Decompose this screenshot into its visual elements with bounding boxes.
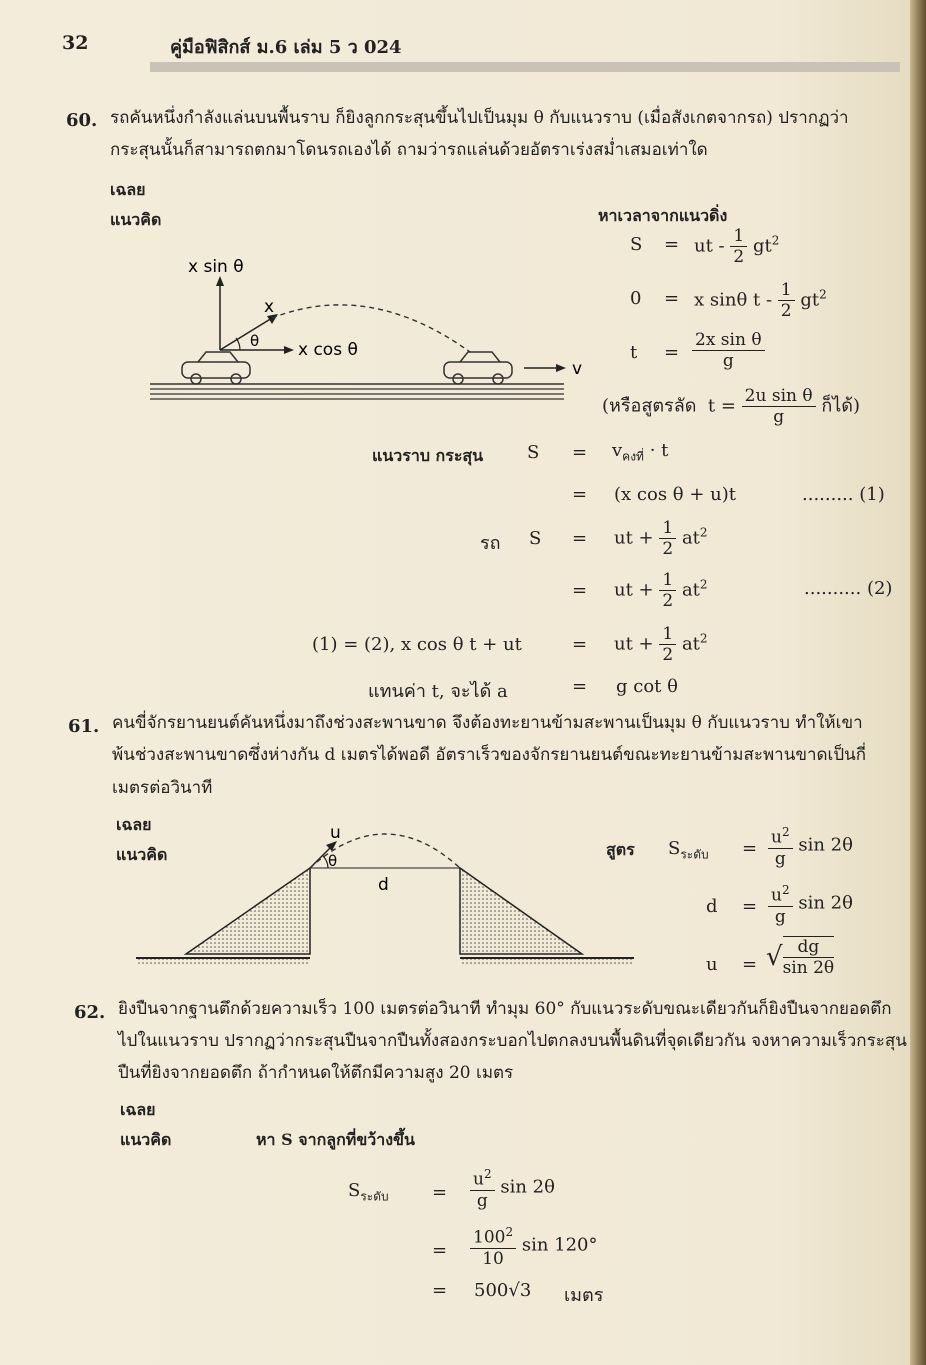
q62-line2: ไปในแนวราบ ปรากฏว่ากระสุนปืนจากปืนทั้งสองกระบอกไปตกลงบนพื้นดินที่จุดเดียวกัน จงหาความเร็วกระสุน [118,1031,907,1051]
q60-diagram [140,240,600,410]
q61-f3-lhs: u [706,954,718,975]
q61-line2: พ้นช่วงสะพานขาดซึ่งห่างกัน d เมตรได้พอดี อัตราเร็วของจักรยานยนต์ขณะทะยานข้ามสะพานขาดเป็นกี่ [112,745,867,765]
q60-h1-eq: = [572,442,588,463]
q60-v1-eq: = [664,234,680,255]
q60-diagram-theta: θ [250,332,260,350]
page-edge [910,0,926,1365]
q60-h2-rhs: (x cos θ + u)t [614,484,736,505]
q62-s3-eq: = [432,1280,448,1301]
q61-line3: เมตรต่อวินาที [112,778,213,798]
q61-f3-eq: = [742,954,758,975]
q62-s3-unit: เมตร [564,1285,604,1306]
q60-c3-rhs: ut + $\frac{1}{2}$ $at^2$ [614,624,708,665]
q60-diagram-v: v [572,359,583,379]
q62-s1-eq: = [432,1182,448,1203]
q62-find-label: หา S จากลูกที่ขว้างขึ้น [256,1130,415,1149]
header-bar [150,62,900,72]
q60-v2-eq: = [664,288,680,309]
q61-f1-rhs: $\frac{u^2}{g}$ sin 2θ [768,822,853,869]
q61-diagram-d: d [378,875,389,895]
q62-s3-val: 500√3 [474,1280,532,1301]
q62-line1: ยิงปืนจากฐานตึกด้วยความเร็ว 100 เมตรต่อวินาที ทำมุม 60° กับแนวระดับขณะเดียวกันก็ยิงปืนจากยอดตึก [118,999,892,1019]
q60-diagram-xcos: x cos θ [298,340,358,360]
q60-h2-tag: ......... (1) [802,484,885,505]
q62-s2-eq: = [432,1240,448,1261]
q61-f2-lhs: d [706,896,718,917]
q60-v3-lhs: t [630,342,638,363]
q61-f1-lhs: $S_{ระดับ}$ [668,838,709,862]
q62-concept-label: แนวคิด [120,1130,172,1149]
book-title: คู่มือฟิสิกส์ ม.6 เล่ม 5 ว 024 [170,37,402,58]
q60-c4-eq: = [572,676,588,697]
q60-car-label: รถ [480,533,501,554]
q62-s2-rhs: $\frac{100^2}{10}$ sin 120° [470,1222,598,1269]
q61-formula-label: สูตร [606,840,635,859]
q60-diagram-xsin: x sin θ [188,257,244,277]
q61-solution-label: เฉลย [116,815,152,834]
q61-diagram-u: u [330,823,341,843]
q60-vertical-title: หาเวลาจากแนวดิ่ง [598,206,728,225]
q60-c3-eq: = [572,634,588,655]
q61-diagram-theta: θ [328,852,338,870]
q60-h-label: แนวราบ กระสุน [372,446,484,465]
q61-f1-eq: = [742,838,758,859]
page-number: 32 [62,32,89,54]
q61-diagram [130,818,640,978]
q60-solution-label: เฉลย [110,180,146,199]
q60-c2-eq: = [572,580,588,601]
q61-f3-rhs: √ $\frac{dg}{\sin 2\theta}$ [766,937,835,978]
q62-s1-lhs: $S_{ระดับ}$ [348,1180,389,1204]
q60-alt-formula: (หรือสูตรลัด t = $\frac{\text{2u sin θ}}{g}$ ก็ได้) [602,386,860,427]
q60-c1-rhs: ut + $\frac{1}{2}$ $at^2$ [614,518,708,559]
q60-v2-rhs: x sinθ t - $\frac{1}{2}$ $gt^2$ [694,280,827,321]
q60-h1-lhs: S [527,442,540,463]
q60-line1: รถคันหนึ่งกำลังแล่นบนพื้นราบ ก็ยิงลูกกระสุนขึ้นไปเป็นมุม θ กับแนวราบ (เมื่อสังเกตจากรถ) ปรากฏว่า [110,108,849,128]
q60-concept-label: แนวคิด [110,210,162,229]
q60-c1-eq: = [572,528,588,549]
q60-h2-eq: = [572,484,588,505]
q62-solution-label: เฉลย [120,1100,156,1119]
q62-s1-rhs: $\frac{u^2}{g}$ sin 2θ [470,1164,555,1211]
q62-number: 62. [74,1002,106,1023]
q60-number: 60. [66,110,98,131]
q61-line1: คนขี่จักรยานยนต์คันหนึ่งมาถึงช่วงสะพานขาด จึงต้องทะยานข้ามสะพานเป็นมุม θ กับแนวราบ ทำให้เขา [112,713,863,733]
q60-v2-lhs: 0 [630,288,642,309]
q60-v1-lhs: S [630,234,643,255]
q61-number: 61. [68,716,100,737]
q60-c2-tag: .......... (2) [804,578,893,599]
q61-f2-rhs: $\frac{u^2}{g}$ sin 2θ [768,880,853,927]
q60-v3-eq: = [664,342,680,363]
q60-diagram-x: x [264,297,275,317]
car-left-icon [182,352,250,384]
q62-line3: ปืนที่ยิงจากยอดตึก ถ้ากำหนดให้ตึกมีความสูง 20 เมตร [118,1063,514,1083]
q60-v3-rhs: $\frac{\text{2x sin θ}}{g}$ [692,330,765,371]
q60-c4-lhs: แทนค่า t, จะได้ a [368,681,508,702]
q60-c2-rhs: ut + $\frac{1}{2}$ $at^2$ [614,570,708,611]
q61-concept-label: แนวคิด [116,845,168,864]
car-right-icon [444,352,512,384]
q60-h1-rhs: $v_{คงที่} \cdot t$ [612,440,669,464]
q60-line2: กระสุนนั้นก็สามารถตกมาโดนรถเองได้ ถามว่ารถแล่นด้วยอัตราเร่งสม่ำเสมอเท่าใด [110,140,708,160]
q60-c1-lhs: S [529,528,542,549]
q61-f2-eq: = [742,896,758,917]
q60-v1-rhs: ut - $\frac{1}{2}$ $gt^2$ [694,226,780,267]
q60-c4-rhs: g cot θ [616,676,678,697]
q60-c3-lhs: (1) = (2), x cos θ t + ut [312,634,522,655]
